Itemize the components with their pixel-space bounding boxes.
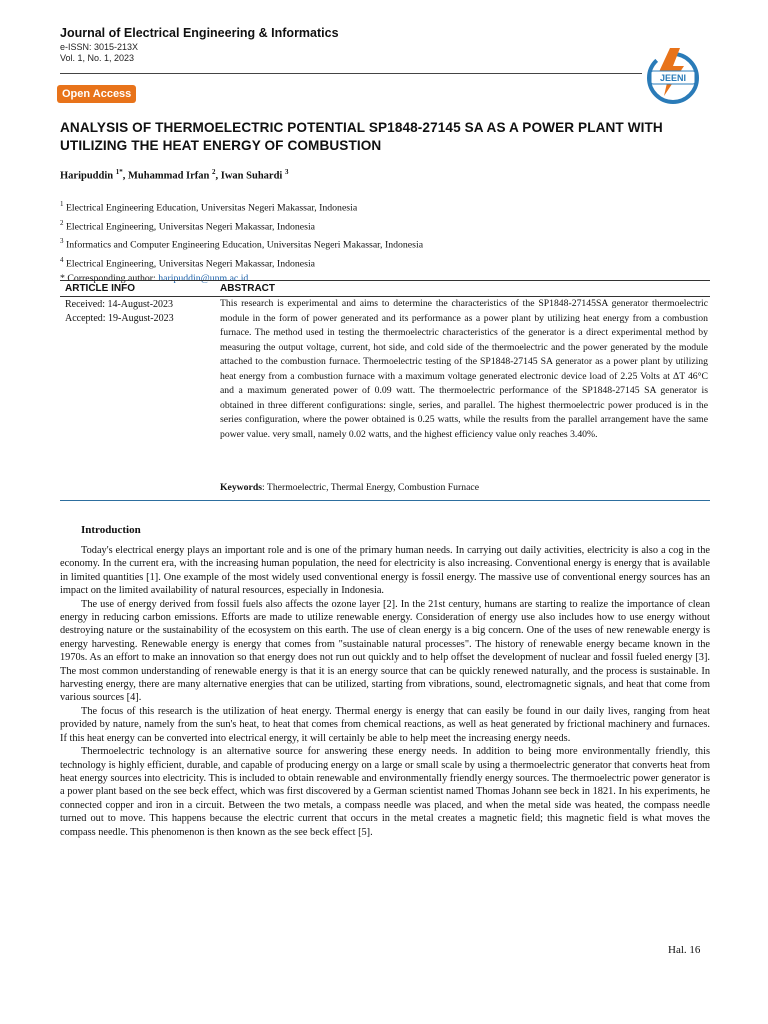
affiliation-list — [60, 197, 423, 286]
volume: Vol. 1, No. 1, 2023 — [60, 53, 135, 63]
affiliation — [60, 216, 423, 235]
affiliation-text: Electrical Engineering, Universitas Negeri Makassar, Indonesia — [65, 258, 316, 270]
author-list: Haripuddin $^{1*}$, Muhammad Irfan $^2$, Iwan Suhardi $^3$ — [60, 168, 289, 182]
accepted-date: Accepted: 19-August-2023 — [65, 313, 174, 325]
affiliation-number: 1 — [60, 200, 64, 208]
open-access-badge: Open Access — [57, 85, 136, 103]
author-name: Haripuddin — [60, 170, 114, 182]
abstract-text: This research is experimental and aims to determine the characteristics of the SP1848-27145SA generator thermoelectric module in the form of power generated and its performance as a power plant by utilizing heat energy from a combustion furnace. The method used in testing the thermoelectric characteristics of the generator is a direct experimental method by measuring the output voltage, current, hot side, and cold side of the thermoelectric and the power generated by the module attached to the combustion furnace. Thermoelectric testing of the SP1848-27145 SA generator as a power plant by utilizing heat energy from a combustion furnace with a maximum voltage generated electronic device load of 2.25 Volts at ΔT 46°C and a maximum generated power of 0.09 watt. The thermoelectric performance of the SP1848-27145 SA generator is obtained in three different configurations: single, series, and parallel. The highest thermoelectric power produced is in the series configuration, where the power obtained is 0.25 watts, while the results from the parallel arrangement have the same power value. very small, namely 0.02 watts, and the highest efficiency value only reaches 3.40%. — [220, 298, 708, 440]
journal-meta — [60, 42, 138, 64]
page-number: Hal. 16 — [668, 944, 701, 956]
body-paragraph: Thermoelectric technology is an alternative source for answering these energy needs. In addition to being more environmentally friendly, this technology is highly efficient, durable, and capable of producing energy on a large or small scale by using a thermoelectric generator that converts heat from heat energy sources into electricity. This is included to obtain renewable and environmentally friendly energy sources. The thermoelectric power generator is a power plant based on the see beck effect, which was first discovered by a German scientist named Thomas Johann see beck in 1821. In his experiments, he connected copper and iron in a circuit. Between the two metals, a compass needle was placed, and when the metal side was heated, the compass needle turned out to move. This happens because the electric current that occurs in the metal creates a magnetic field; this magnetic field is what moves the compass needle. This phenomenon is then known as the see beck effect [5]. — [60, 746, 710, 838]
author-name: Iwan Suhardi — [220, 170, 283, 182]
issn: e-ISSN: 3015-213X — [60, 42, 139, 52]
keywords-text: : Thermoelectric, Thermal Energy, Combustion Furnace — [261, 482, 479, 493]
keywords-label: Keywords — [220, 482, 262, 493]
table-top-rule — [60, 280, 710, 281]
author-name: Muhammad Irfan — [128, 170, 210, 182]
article-info-heading: ARTICLE INFO — [65, 283, 135, 294]
affiliation — [60, 197, 423, 216]
affiliation-number: 2 — [60, 218, 64, 227]
journal-name: Journal of Electrical Engineering & Informatics — [60, 26, 339, 40]
received-date: Received: 14-August-2023 — [65, 299, 174, 310]
section-heading-introduction: Introduction — [81, 524, 141, 536]
abstract-heading: ABSTRACT — [220, 283, 275, 294]
affiliation-text: Electrical Engineering, Universitas Negeri Makassar, Indonesia — [65, 220, 316, 232]
keywords — [220, 482, 479, 493]
author-superscript: 1* — [115, 168, 123, 176]
affiliation-text: Informatics and Computer Engineering Education, Universitas Negeri Makassar, Indonesia — [65, 239, 424, 251]
author-superscript: 2 — [212, 168, 216, 176]
header-divider — [60, 73, 642, 74]
corresponding-email-link[interactable]: haripuddin@unm.ac.id — [158, 272, 249, 284]
corresponding-label: * Corresponding author: — [60, 272, 156, 284]
body-paragraph: The use of energy derived from fossil fuels also affects the ozone layer [2]. In the 21st century, humans are starting to realize the importance of clean energy in reducing carbon emissions. Efforts are made to utilize renewable energy. Consideration of energy use also includes how to use energy without destroying nature or the sustainability of the ecosystem on this earth. The use of clean energy is a big concern. One of the uses of new renewable energy is energy harvesting. Renewable energy is energy that comes from "sustainable natural processes". The history of renewable energy became known in the 1970s. As an effort to make an innovation so that energy does not run out quickly and to help offset the development of nuclear and fossil fueled energy [3]. The most common understanding of renewable energy is that it is an energy source that can be quickly renewed naturally, and the process is sustainable. In harvesting energy, there are many alternative energies that can be utilized, starting from vibrations, sound, electromagnetic signals, and heat that come from various sources [4]. — [60, 598, 710, 704]
journal-logo-icon — [640, 44, 706, 110]
affiliation-text: Electrical Engineering Education, Universitas Negeri Makassar, Indonesia — [65, 202, 358, 214]
article-dates — [65, 298, 174, 327]
affiliation-number: 4 — [60, 256, 64, 265]
author-superscript: 3 — [284, 168, 289, 176]
paper-title: ANALYSIS OF THERMOELECTRIC POTENTIAL SP1848-27145 SA AS A POWER PLANT WITH UTILIZING THE HEAT ENERGY OF COMBUSTION — [60, 120, 663, 153]
logo-text: JEENI — [659, 73, 687, 83]
introduction-body — [60, 544, 710, 839]
affiliation-number: 3 — [60, 237, 64, 246]
affiliation — [60, 253, 423, 272]
affiliation — [60, 234, 423, 253]
body-paragraph: The focus of this research is the utilization of heat energy. Thermal energy is energy that can easily be found in our daily lives, ranging from heat provided by nature, namely from the sun's heat, to heat that comes from chemical reactions, as well as heat generated by frictional machinery and furnaces. If this heat energy can be converted into electrical energy, it will certainly be able to help meet the increasing energy needs. — [60, 705, 710, 744]
body-paragraph: Today's electrical energy plays an important role and is one of the primary human needs. In carrying out daily activities, electricity is also a cog in the economy. In the current era, with the increasing human population, the need for electricity is also increasing. Conventional energy is energy that is available in limited quantities [1]. One example of the most widely used conventional energy is fossil energy. The massive use of conventional energy sources has an impact on the limited availability of natural resources, especially in Indonesia. — [60, 545, 710, 597]
table-bottom-rule — [60, 500, 710, 501]
